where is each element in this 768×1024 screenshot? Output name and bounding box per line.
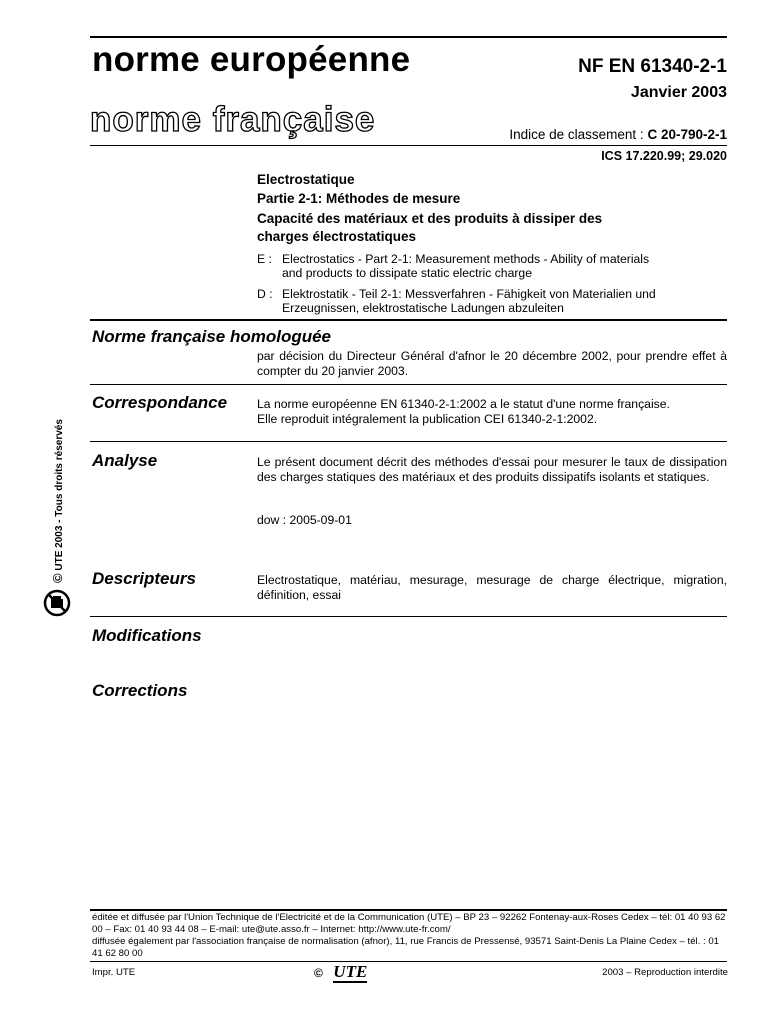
german-title-line-2: Erzeugnissen, elektrostatische Ladungen abzuleiten bbox=[282, 301, 564, 315]
footer-rule bbox=[90, 909, 727, 911]
english-title-prefix: E : bbox=[257, 252, 272, 266]
modifications-label: Modifications bbox=[92, 626, 202, 645]
footer-bottom-rule bbox=[90, 961, 727, 962]
classification-label: Indice de classement : bbox=[509, 127, 644, 142]
correspondance-label: Correspondance bbox=[92, 393, 228, 412]
correspondance-text: La norme européenne EN 61340-2-1:2002 a le statut d'une norme française. Elle reproduit intégralement la publication CEI 61340-2-1:2002. bbox=[257, 397, 670, 426]
ics-code: ICS 17.220.99; 29.020 bbox=[601, 149, 727, 163]
reproduction-notice: 2003 – Reproduction interdite bbox=[602, 967, 728, 978]
titles-rule bbox=[90, 319, 727, 321]
header-rule bbox=[90, 145, 727, 146]
publisher-text: éditée et diffusée par l'Union Technique de l'Electricité et de la Communication (UTE) – BP 23 – 92262 Fontenay-aux-Roses Cedex – tél: 01 40 93 62 00 – Fax: 01 40 93 44 08 – E-mail: ute@ute.asso.fr – Internet: http://www.ute-fr.com/ bbox=[92, 912, 726, 935]
homologuee-rule bbox=[90, 384, 727, 385]
side-copyright-text: © UTE 2003 - Tous droits réservés bbox=[50, 419, 65, 583]
descripteurs-text: Electrostatique, matériau, mesurage, mesurage de charge électrique, migration, définition, essai bbox=[257, 573, 727, 602]
english-title-line-1: Electrostatics - Part 2-1: Measurement methods - Ability of materials bbox=[282, 252, 650, 266]
german-title-line-1: Elektrostatik - Teil 2-1: Messverfahren - Fähigkeit von Materialien und bbox=[282, 287, 656, 301]
analyse-label: Analyse bbox=[92, 451, 158, 470]
doc-title: norme européenne bbox=[92, 40, 411, 79]
footer-logo bbox=[314, 962, 367, 982]
homologuee-text: par décision du Directeur Général d'afnor le 20 décembre 2002, pour prendre effet à compter du 20 janvier 2003. bbox=[257, 349, 727, 378]
analyse-text: Le présent document décrit des méthodes d'essai pour mesurer le taux de dissipation des charges statiques des matériaux et des produits dissipatifs isolants et statiques. bbox=[257, 455, 727, 484]
descripteurs-rule bbox=[90, 616, 727, 617]
top-rule bbox=[90, 36, 727, 38]
distributor-text: diffusée également par l'association française de normalisation (afnor), 11, rue Francis de Pressensé, 93571 Saint-Denis La Plaine Cedex – tél. : 01 41 62 80 00 bbox=[92, 936, 720, 959]
title-electrostatique: Electrostatique bbox=[257, 172, 355, 187]
corrections-label: Corrections bbox=[92, 681, 188, 700]
title-capacite-1: Capacité des matériaux et des produits à dissiper des bbox=[257, 211, 603, 226]
english-title-line-2: and products to dissipate static electric charge bbox=[282, 266, 532, 280]
correspondance-rule bbox=[90, 441, 727, 442]
ute-logo: UTE bbox=[333, 962, 368, 981]
doc-subtitle: norme française bbox=[90, 100, 376, 139]
dow-date: dow : 2005-09-01 bbox=[257, 513, 352, 527]
side-copyright-mark: © bbox=[50, 573, 65, 583]
publication-date: Janvier 2003 bbox=[630, 84, 727, 101]
title-partie: Partie 2-1: Méthodes de mesure bbox=[257, 191, 461, 206]
classification-value: C 20-790-2-1 bbox=[647, 127, 727, 142]
title-capacite-2: charges électrostatiques bbox=[257, 229, 417, 244]
no-copy-icon bbox=[43, 589, 71, 617]
descripteurs-label: Descripteurs bbox=[92, 569, 196, 588]
copyright-symbol: © bbox=[314, 966, 323, 980]
homologuee-label: Norme française homologuée bbox=[92, 327, 332, 346]
printer-text: Impr. UTE bbox=[92, 967, 136, 978]
classification-index bbox=[509, 127, 727, 142]
german-title-prefix: D : bbox=[257, 287, 273, 301]
standard-reference: NF EN 61340-2-1 bbox=[578, 56, 727, 77]
